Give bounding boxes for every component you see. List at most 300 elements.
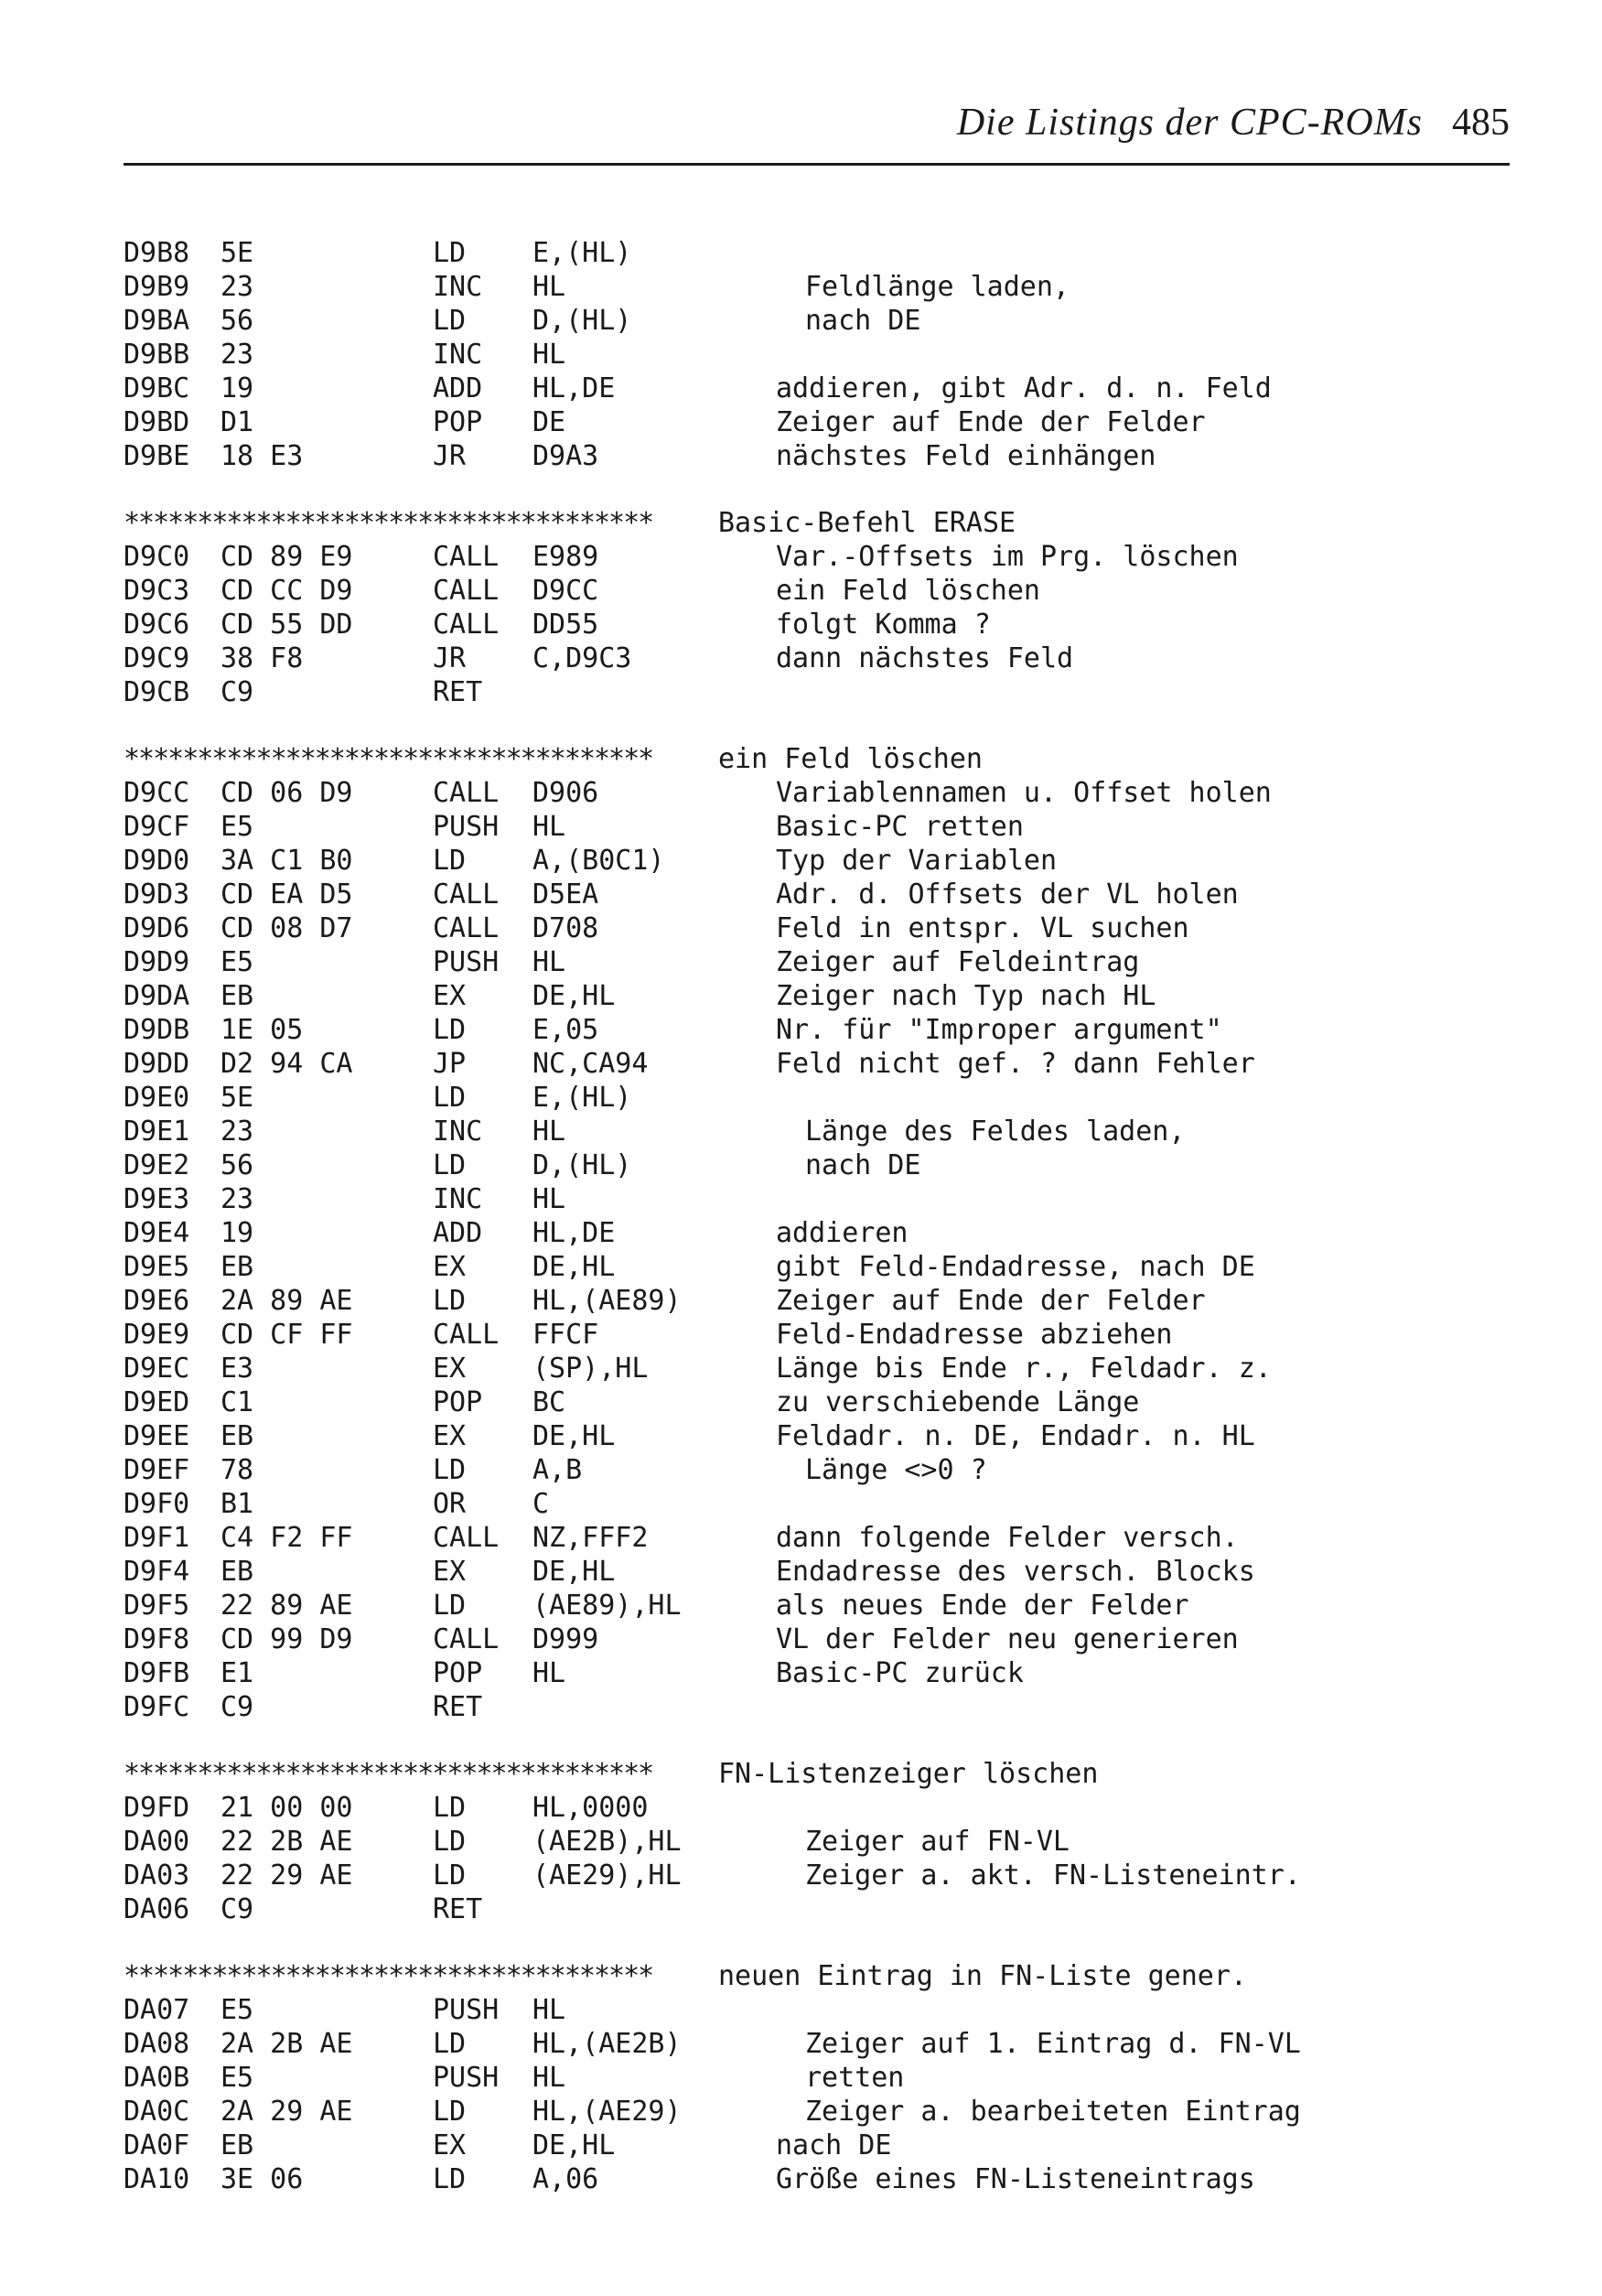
address: D9E3 <box>124 1183 190 1215</box>
opcode-bytes: 23 <box>220 1116 254 1148</box>
opcode-bytes: 5E <box>220 237 254 269</box>
opcode-bytes: EB <box>220 1251 254 1283</box>
mnemonic: EX <box>433 1251 467 1283</box>
section-title: FN-Listenzeiger löschen <box>718 1758 1099 1790</box>
listing-row <box>124 540 1510 574</box>
listing-row <box>124 1622 1510 1656</box>
address: DA0F <box>124 2129 190 2161</box>
address: D9EE <box>124 1420 190 1452</box>
listing-row <box>124 608 1510 641</box>
mnemonic: CALL <box>433 1522 500 1554</box>
operand: HL <box>532 2062 566 2094</box>
opcode-bytes: C4 F2 FF <box>220 1522 353 1554</box>
comment: Adr. d. Offsets der VL holen <box>776 879 1239 911</box>
opcode-bytes: E5 <box>220 1994 254 2026</box>
opcode-bytes: CD CF FF <box>220 1319 353 1351</box>
section-header <box>124 506 1510 540</box>
address: D9EF <box>124 1454 190 1486</box>
opcode-bytes: CD 89 E9 <box>220 541 353 573</box>
address: DA10 <box>124 2163 190 2195</box>
listing-row <box>124 1892 1510 1926</box>
address: D9E9 <box>124 1319 190 1351</box>
comment: nach DE <box>776 2129 892 2161</box>
comment: dann folgende Felder versch. <box>776 1522 1239 1554</box>
address: D9F8 <box>124 1623 190 1655</box>
listing-section <box>124 506 1510 709</box>
opcode-bytes: 56 <box>220 1149 254 1181</box>
comment: Zeiger a. akt. FN-Listeneintr. <box>805 1859 1301 1892</box>
address: DA0C <box>124 2096 190 2128</box>
operand: NZ,FFF2 <box>532 1522 649 1554</box>
listing-row <box>124 844 1510 878</box>
comment: Var.-Offsets im Prg. löschen <box>776 541 1239 573</box>
mnemonic: ADD <box>433 1217 483 1249</box>
address: D9ED <box>124 1386 190 1418</box>
opcode-bytes: CD CC D9 <box>220 575 353 607</box>
listing-row <box>124 1115 1510 1148</box>
mnemonic: JP <box>433 1048 467 1080</box>
comment: Endadresse des versch. Blocks <box>776 1556 1255 1588</box>
opcode-bytes: 5E <box>220 1082 254 1114</box>
address: D9D0 <box>124 845 190 877</box>
listing-row <box>124 1656 1510 1690</box>
listing-row <box>124 810 1510 844</box>
comment: Nr. für "Improper argument" <box>776 1014 1222 1046</box>
listing-row <box>124 641 1510 675</box>
address: D9C0 <box>124 541 190 573</box>
mnemonic: LD <box>433 305 467 337</box>
listing-row <box>124 1993 1510 2027</box>
listing-row <box>124 979 1510 1013</box>
opcode-bytes: D2 94 CA <box>220 1048 353 1080</box>
mnemonic: INC <box>433 1116 483 1148</box>
opcode-bytes: 22 2B AE <box>220 1826 353 1858</box>
comment: retten <box>805 2062 905 2094</box>
mnemonic: PUSH <box>433 811 500 843</box>
mnemonic: CALL <box>433 541 500 573</box>
comment: Feldlänge laden, <box>805 271 1070 303</box>
mnemonic: INC <box>433 271 483 303</box>
opcode-bytes: 2A 2B AE <box>220 2028 353 2060</box>
address: D9C6 <box>124 609 190 641</box>
opcode-bytes: 2A 89 AE <box>220 1285 353 1317</box>
comment: als neues Ende der Felder <box>776 1590 1189 1622</box>
mnemonic: LD <box>433 1826 467 1858</box>
listing-row <box>124 2129 1510 2162</box>
opcode-bytes: 19 <box>220 372 254 404</box>
address: D9F5 <box>124 1590 190 1622</box>
address: D9C3 <box>124 575 190 607</box>
mnemonic: JR <box>433 642 467 674</box>
listing-row <box>124 1825 1510 1859</box>
header-rule <box>124 163 1510 166</box>
comment: Variablennamen u. Offset holen <box>776 777 1272 809</box>
comment: addieren <box>776 1217 909 1249</box>
listing-section <box>124 742 1510 1724</box>
listing-row <box>124 236 1510 270</box>
opcode-bytes: 23 <box>220 271 254 303</box>
listing-row <box>124 1318 1510 1352</box>
address: D9BB <box>124 339 190 371</box>
address: D9FD <box>124 1792 190 1824</box>
mnemonic: CALL <box>433 912 500 944</box>
comment: Länge <>0 ? <box>805 1454 987 1486</box>
listing-row <box>124 338 1510 372</box>
operand: NC,CA94 <box>532 1048 649 1080</box>
comment: VL der Felder neu generieren <box>776 1623 1239 1655</box>
operand: DE,HL <box>532 980 616 1012</box>
operand: D5EA <box>532 879 599 911</box>
address: D9F4 <box>124 1556 190 1588</box>
separator-stars: ************************************ <box>124 743 653 775</box>
listing-row <box>124 574 1510 608</box>
page-header <box>124 92 1510 146</box>
operand: E989 <box>532 541 599 573</box>
opcode-bytes: 3E 06 <box>220 2163 304 2195</box>
operand: HL,(AE2B) <box>532 2028 682 2060</box>
comment: Feld nicht gef. ? dann Fehler <box>776 1048 1255 1080</box>
address: D9BD <box>124 406 190 438</box>
mnemonic: PUSH <box>433 1994 500 2026</box>
operand: D,(HL) <box>532 305 632 337</box>
address: DA06 <box>124 1893 190 1925</box>
address: D9CC <box>124 777 190 809</box>
mnemonic: RET <box>433 676 483 708</box>
operand: (AE29),HL <box>532 1859 682 1892</box>
listing-row <box>124 2027 1510 2061</box>
listing-section <box>124 1959 1510 2196</box>
opcode-bytes: C1 <box>220 1386 254 1418</box>
operand: A,(B0C1) <box>532 845 665 877</box>
mnemonic: LD <box>433 2028 467 2060</box>
operand: HL <box>532 811 566 843</box>
opcode-bytes: 19 <box>220 1217 254 1249</box>
address: DA03 <box>124 1859 190 1892</box>
operand: D9CC <box>532 575 599 607</box>
listing-row <box>124 1555 1510 1589</box>
operand: HL <box>532 1183 566 1215</box>
address: DA00 <box>124 1826 190 1858</box>
comment: zu verschiebende Länge <box>776 1386 1140 1418</box>
operand: D,(HL) <box>532 1149 632 1181</box>
comment: Zeiger auf FN-VL <box>805 1826 1070 1858</box>
listing-row <box>124 1250 1510 1284</box>
listing-row <box>124 270 1510 304</box>
listing-row <box>124 878 1510 911</box>
separator-stars: ************************************ <box>124 1960 653 1992</box>
operand: (SP),HL <box>532 1353 649 1385</box>
opcode-bytes: 3A C1 B0 <box>220 845 353 877</box>
comment: folgt Komma ? <box>776 609 991 641</box>
listing-section <box>124 236 1510 473</box>
listing-row <box>124 675 1510 709</box>
mnemonic: CALL <box>433 1319 500 1351</box>
opcode-bytes: D1 <box>220 406 254 438</box>
mnemonic: CALL <box>433 777 500 809</box>
address: D9D6 <box>124 912 190 944</box>
mnemonic: LD <box>433 1859 467 1892</box>
operand: DE,HL <box>532 1420 616 1452</box>
operand: HL <box>532 946 566 978</box>
operand: (AE89),HL <box>532 1590 682 1622</box>
mnemonic: EX <box>433 1556 467 1588</box>
opcode-bytes: 78 <box>220 1454 254 1486</box>
operand: HL,(AE29) <box>532 2096 682 2128</box>
operand: FFCF <box>532 1319 599 1351</box>
operand: HL <box>532 1994 566 2026</box>
opcode-bytes: 23 <box>220 339 254 371</box>
operand: D999 <box>532 1623 599 1655</box>
mnemonic: POP <box>433 1386 483 1418</box>
opcode-bytes: CD EA D5 <box>220 879 353 911</box>
operand: HL <box>532 1657 566 1689</box>
opcode-bytes: CD 08 D7 <box>220 912 353 944</box>
operand: A,06 <box>532 2163 599 2195</box>
operand: C,D9C3 <box>532 642 632 674</box>
operand: DD55 <box>532 609 599 641</box>
operand: DE <box>532 406 566 438</box>
listing-row <box>124 2162 1510 2196</box>
operand: A,B <box>532 1454 583 1486</box>
opcode-bytes: E1 <box>220 1657 254 1689</box>
listing-row <box>124 1487 1510 1521</box>
address: DA0B <box>124 2062 190 2094</box>
address: D9DB <box>124 1014 190 1046</box>
opcode-bytes: 1E 05 <box>220 1014 304 1046</box>
comment: nach DE <box>805 305 921 337</box>
address: D9EC <box>124 1353 190 1385</box>
operand: E,(HL) <box>532 1082 632 1114</box>
listing-row <box>124 911 1510 945</box>
comment: dann nächstes Feld <box>776 642 1074 674</box>
listing-row <box>124 1791 1510 1825</box>
mnemonic: PUSH <box>433 2062 500 2094</box>
opcode-bytes: EB <box>220 1556 254 1588</box>
listing-row <box>124 1453 1510 1487</box>
comment: ein Feld löschen <box>776 575 1040 607</box>
opcode-bytes: 23 <box>220 1183 254 1215</box>
mnemonic: LD <box>433 1454 467 1486</box>
listing-row <box>124 1013 1510 1047</box>
mnemonic: EX <box>433 2129 467 2161</box>
opcode-bytes: 22 29 AE <box>220 1859 353 1892</box>
comment: Länge des Feldes laden, <box>805 1116 1186 1148</box>
operand: HL,(AE89) <box>532 1285 682 1317</box>
mnemonic: INC <box>433 339 483 371</box>
address: D9E5 <box>124 1251 190 1283</box>
separator-stars: ************************************ <box>124 507 653 539</box>
mnemonic: POP <box>433 1657 483 1689</box>
opcode-bytes: B1 <box>220 1488 254 1520</box>
mnemonic: LD <box>433 1590 467 1622</box>
operand: HL <box>532 271 566 303</box>
comment: Zeiger auf 1. Eintrag d. FN-VL <box>805 2028 1301 2060</box>
mnemonic: EX <box>433 1353 467 1385</box>
comment: nächstes Feld einhängen <box>776 440 1156 472</box>
section-header <box>124 1757 1510 1791</box>
mnemonic: LD <box>433 1014 467 1046</box>
operand: HL <box>532 1116 566 1148</box>
operand: DE,HL <box>532 1556 616 1588</box>
operand: E,(HL) <box>532 237 632 269</box>
opcode-bytes: 56 <box>220 305 254 337</box>
separator-stars: ************************************ <box>124 1758 653 1790</box>
address: D9E6 <box>124 1285 190 1317</box>
running-title: Die Listings der CPC-ROMs <box>956 102 1423 144</box>
mnemonic: JR <box>433 440 467 472</box>
address: D9CF <box>124 811 190 843</box>
listing-row <box>124 1182 1510 1216</box>
address: D9B8 <box>124 237 190 269</box>
address: D9CB <box>124 676 190 708</box>
opcode-bytes: E5 <box>220 811 254 843</box>
mnemonic: LD <box>433 1285 467 1317</box>
mnemonic: LD <box>433 1149 467 1181</box>
mnemonic: LD <box>433 845 467 877</box>
comment: gibt Feld-Endadresse, nach DE <box>776 1251 1255 1283</box>
address: D9E4 <box>124 1217 190 1249</box>
address: D9DA <box>124 980 190 1012</box>
operand: (AE2B),HL <box>532 1826 682 1858</box>
listing-row <box>124 1081 1510 1115</box>
comment: Zeiger auf Feldeintrag <box>776 946 1140 978</box>
comment: Länge bis Ende r., Feldadr. z. <box>776 1353 1272 1385</box>
operand: BC <box>532 1386 566 1418</box>
comment: Basic-PC zurück <box>776 1657 1024 1689</box>
listing-row <box>124 2095 1510 2129</box>
listing-row <box>124 1690 1510 1724</box>
opcode-bytes: 22 89 AE <box>220 1590 353 1622</box>
address: D9B9 <box>124 271 190 303</box>
mnemonic: LD <box>433 237 467 269</box>
listing-row <box>124 1589 1510 1622</box>
section-title: ein Feld löschen <box>718 743 983 775</box>
address: D9F1 <box>124 1522 190 1554</box>
operand: C <box>532 1488 550 1520</box>
operand: HL,DE <box>532 1217 616 1249</box>
operand: HL <box>532 339 566 371</box>
opcode-bytes: CD 99 D9 <box>220 1623 353 1655</box>
listing-row <box>124 945 1510 979</box>
listing-row <box>124 1352 1510 1385</box>
opcode-bytes: 21 00 00 <box>220 1792 353 1824</box>
mnemonic: PUSH <box>433 946 500 978</box>
mnemonic: INC <box>433 1183 483 1215</box>
listing-row <box>124 1385 1510 1419</box>
operand: HL,DE <box>532 372 616 404</box>
address: D9F0 <box>124 1488 190 1520</box>
mnemonic: LD <box>433 2096 467 2128</box>
address: D9C9 <box>124 642 190 674</box>
address: D9FB <box>124 1657 190 1689</box>
opcode-bytes: EB <box>220 980 254 1012</box>
operand: DE,HL <box>532 1251 616 1283</box>
opcode-bytes: C9 <box>220 676 254 708</box>
section-header <box>124 1959 1510 1993</box>
comment: Zeiger auf Ende der Felder <box>776 406 1206 438</box>
listing-row <box>124 1284 1510 1318</box>
opcode-bytes: CD 06 D9 <box>220 777 353 809</box>
address: D9DD <box>124 1048 190 1080</box>
opcode-bytes: C9 <box>220 1691 254 1723</box>
mnemonic: ADD <box>433 372 483 404</box>
mnemonic: CALL <box>433 879 500 911</box>
listing-section <box>124 1757 1510 1926</box>
address: D9D9 <box>124 946 190 978</box>
operand: E,05 <box>532 1014 599 1046</box>
address: D9FC <box>124 1691 190 1723</box>
assembly-listing <box>124 236 1510 2196</box>
listing-row <box>124 2061 1510 2095</box>
mnemonic: LD <box>433 1082 467 1114</box>
listing-row <box>124 372 1510 405</box>
listing-row <box>124 1047 1510 1081</box>
operand: D9A3 <box>532 440 599 472</box>
operand: D708 <box>532 912 599 944</box>
page-number: 485 <box>1452 102 1510 144</box>
opcode-bytes: C9 <box>220 1893 254 1925</box>
listing-row <box>124 1859 1510 1892</box>
comment: Feldadr. n. DE, Endadr. n. HL <box>776 1420 1255 1452</box>
opcode-bytes: E3 <box>220 1353 254 1385</box>
comment: nach DE <box>805 1149 921 1181</box>
opcode-bytes: EB <box>220 1420 254 1452</box>
comment: Feld in entspr. VL suchen <box>776 912 1189 944</box>
mnemonic: LD <box>433 1792 467 1824</box>
opcode-bytes: 2A 29 AE <box>220 2096 353 2128</box>
mnemonic: RET <box>433 1893 483 1925</box>
address: D9BA <box>124 305 190 337</box>
comment: Größe eines FN-Listeneintrags <box>776 2163 1255 2195</box>
operand: DE,HL <box>532 2129 616 2161</box>
mnemonic: EX <box>433 980 467 1012</box>
opcode-bytes: 18 E3 <box>220 440 304 472</box>
opcode-bytes: EB <box>220 2129 254 2161</box>
opcode-bytes: 38 F8 <box>220 642 304 674</box>
comment: Basic-PC retten <box>776 811 1024 843</box>
address: D9BC <box>124 372 190 404</box>
mnemonic: CALL <box>433 1623 500 1655</box>
address: D9E2 <box>124 1149 190 1181</box>
opcode-bytes: CD 55 DD <box>220 609 353 641</box>
opcode-bytes: E5 <box>220 2062 254 2094</box>
mnemonic: OR <box>433 1488 467 1520</box>
comment: Zeiger a. bearbeiteten Eintrag <box>805 2096 1301 2128</box>
listing-row <box>124 1521 1510 1555</box>
mnemonic: CALL <box>433 609 500 641</box>
mnemonic: EX <box>433 1420 467 1452</box>
listing-row <box>124 304 1510 338</box>
section-title: neuen Eintrag in FN-Liste gener. <box>718 1960 1247 1992</box>
address: D9D3 <box>124 879 190 911</box>
comment: Typ der Variablen <box>776 845 1058 877</box>
address: D9E0 <box>124 1082 190 1114</box>
opcode-bytes: E5 <box>220 946 254 978</box>
comment: Zeiger nach Typ nach HL <box>776 980 1156 1012</box>
section-title: Basic-Befehl ERASE <box>718 507 1016 539</box>
operand: D906 <box>532 777 599 809</box>
address: D9BE <box>124 440 190 472</box>
address: DA07 <box>124 1994 190 2026</box>
mnemonic: RET <box>433 1691 483 1723</box>
listing-row <box>124 1419 1510 1453</box>
listing-row <box>124 1216 1510 1250</box>
mnemonic: LD <box>433 2163 467 2195</box>
comment: addieren, gibt Adr. d. n. Feld <box>776 372 1272 404</box>
listing-row <box>124 1148 1510 1182</box>
listing-row <box>124 439 1510 473</box>
listing-row <box>124 405 1510 439</box>
